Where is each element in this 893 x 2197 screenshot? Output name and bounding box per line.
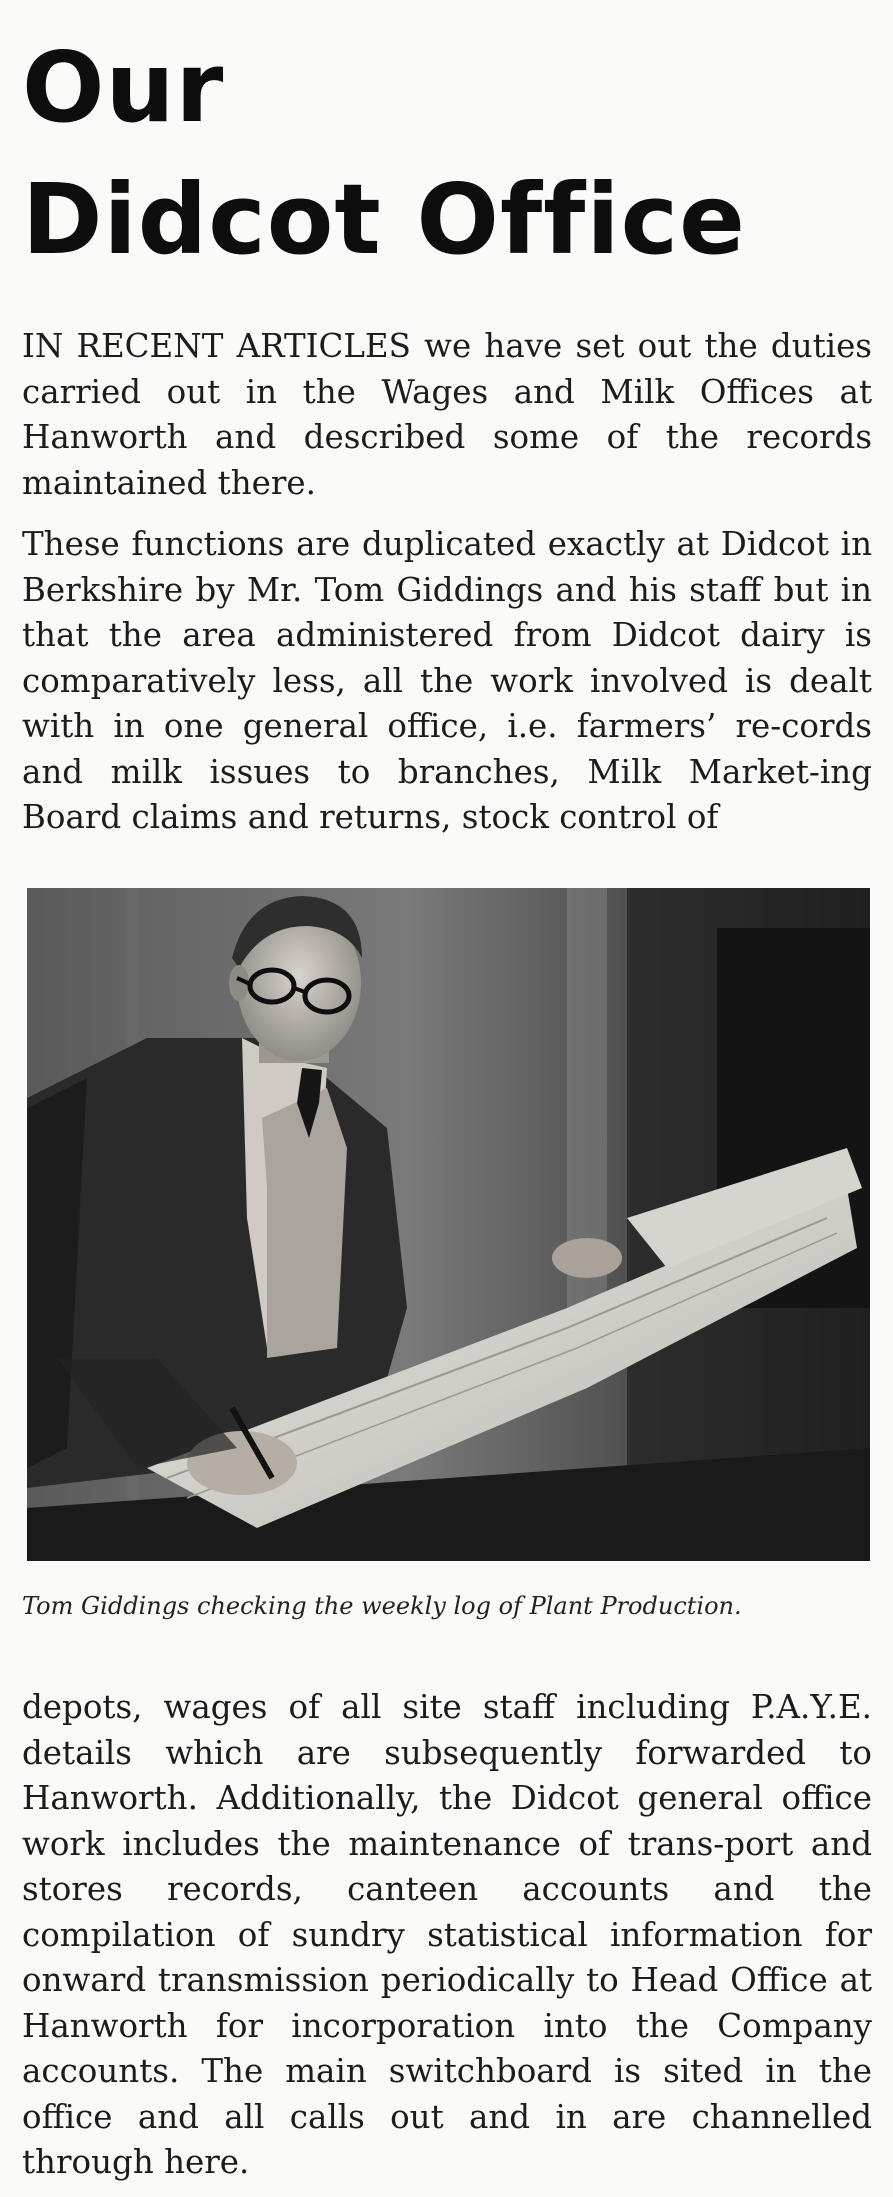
article-paragraph-3: depots, wages of all site staff including P.A.Y.E. details which are subsequently forwarded to Hanworth. Additionally, the Didcot general office work includes the maintenance of trans-port and stores records, canteen accounts and the compilation of sundry statistical information for onward transmission periodically to Head Office at Hanworth for incorporation into the Company accounts. The main switchboard is sited in the office and all calls out and in are channelled through here. [22,1688,872,2181]
article-title-line-1: Our [22,31,225,144]
article-paragraph-1: IN RECENT ARTICLES we have set out the duties carried out in the Wages and Milk Offices at Hanworth and described some of the records maintained there. [22,327,872,502]
article-title [22,22,746,286]
article-title-line-2: Didcot Office [22,163,746,276]
article-photo [27,888,870,1561]
photo-caption: Tom Giddings checking the weekly log of Plant Production. [22,1592,742,1620]
photo-illustration [27,888,870,1561]
article-paragraph-2: These functions are duplicated exactly at Didcot in Berkshire by Mr. Tom Giddings and his staff but in that the area administered from Didcot dairy is comparatively less, all the work involved is dealt with in one general office, i.e. farmers’ re-cords and milk issues to branches, Milk Market-ing Board claims and returns, stock control of [22,525,872,836]
